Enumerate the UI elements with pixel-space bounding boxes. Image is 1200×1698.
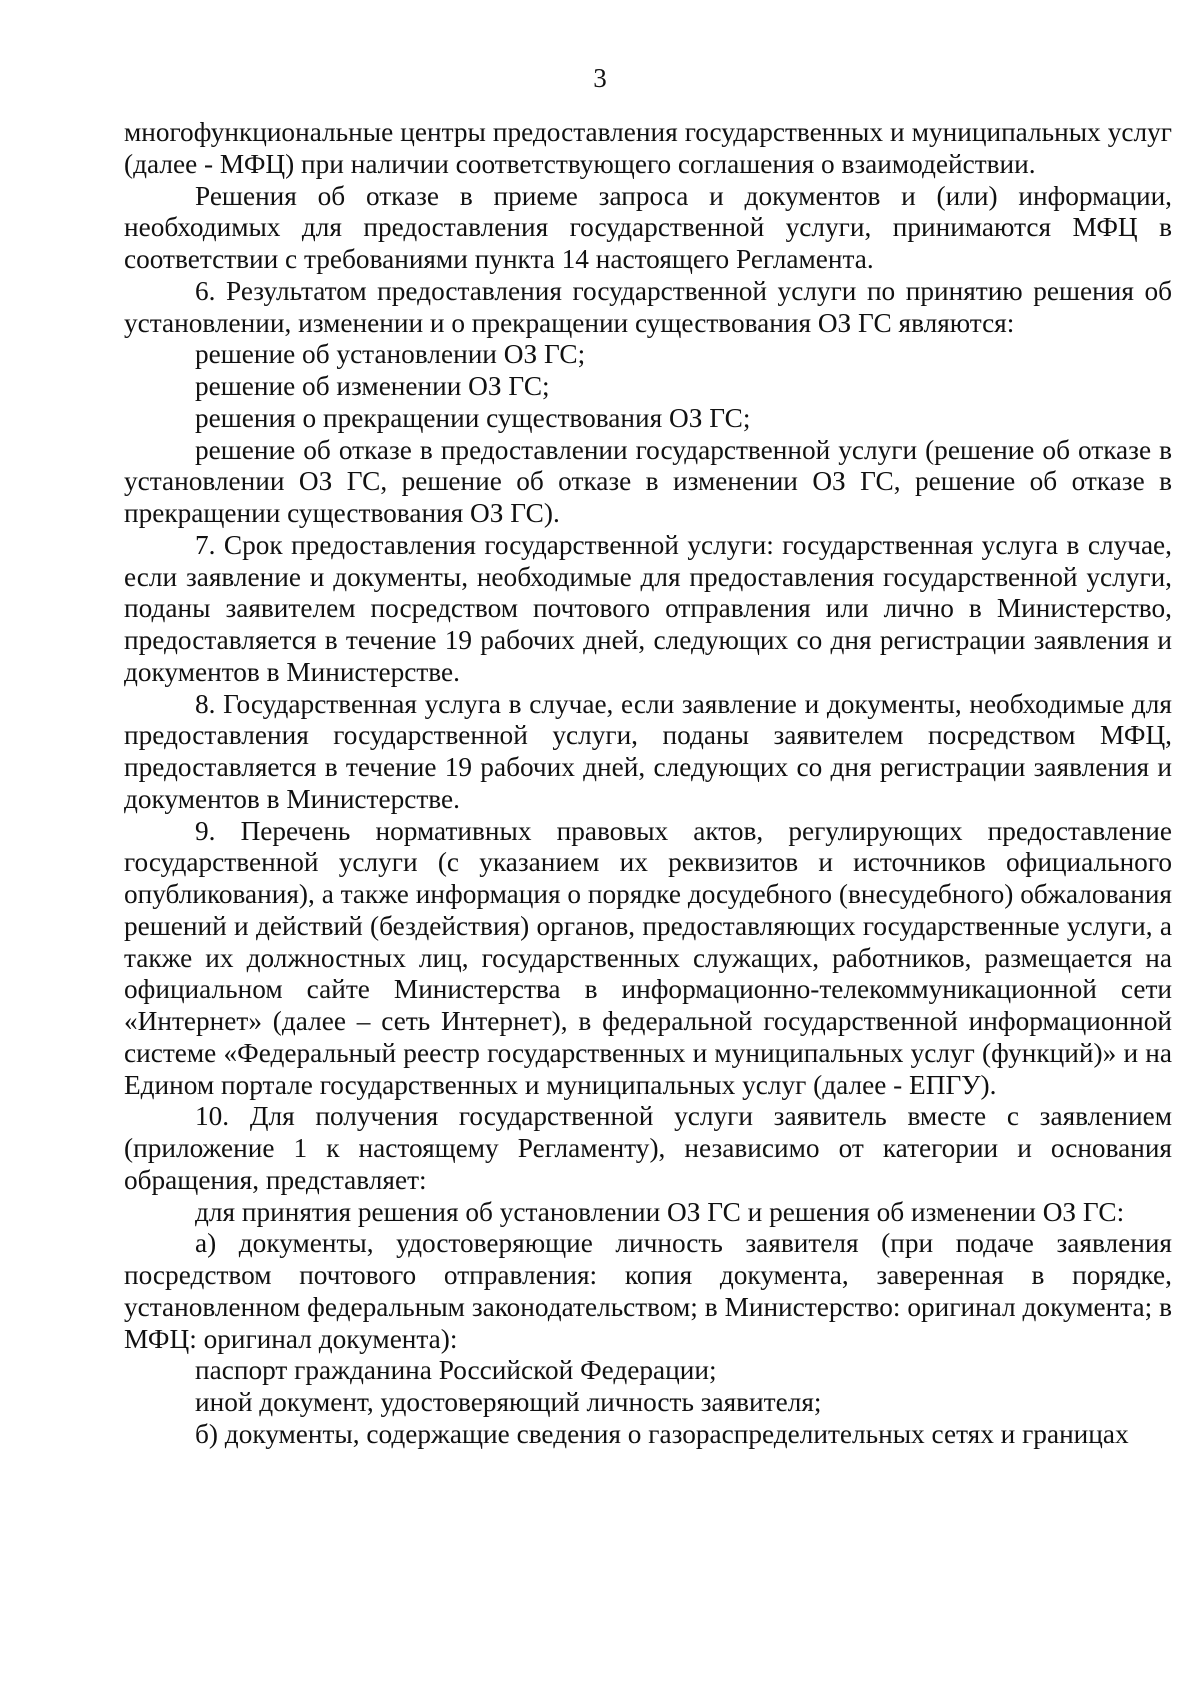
- paragraph-item-10: 10. Для получения государственной услуги заявитель вместе с заявлением (приложение 1 к настоящему Регламенту), независимо от категории и основания обращения, представляет:: [124, 1101, 1172, 1195]
- list-item-passport: паспорт гражданина Российской Федерации;: [195, 1355, 717, 1386]
- paragraph-subitem-b: б) документы, содержащие сведения о газораспределительных сетях и границах: [195, 1418, 1129, 1449]
- paragraph-item-8: 8. Государственная услуга в случае, если заявление и документы, необходимые для предоставления государственной услуги, поданы заявителем посредством МФЦ, предоставляется в течение 19 рабочих дней, следующих со дня регистрации заявления и документов в Министерстве.: [124, 688, 1172, 814]
- paragraph-item-7: 7. Срок предоставления государственной услуги: государственная услуга в случае, если заявление и документы, необходимые для предоставления государственной услуги, поданы заявителем посредством почтового отправления или лично в Министерство, предоставляется в течение 19 рабочих дней, следующих со дня регистрации заявления и документов в Министерстве.: [124, 529, 1172, 687]
- list-item-establishment: решение об установлении ОЗ ГС;: [195, 339, 586, 370]
- list-item-other-id: иной документ, удостоверяющий личность заявителя;: [195, 1387, 822, 1417]
- paragraph-refusal-decisions: Решения об отказе в приеме запроса и документов и (или) информации, необходимых для предоставления государственной услуги, принимаются МФЦ в соответствии с требованиями пункта 14 настоящего Регламента.: [124, 180, 1172, 274]
- list-item-refusal: решение об отказе в предоставлении государственной услуги (решение об отказе в установлении ОЗ ГС, решение об отказе в изменении ОЗ ГС, решение об отказе в прекращении существования ОЗ ГС).: [124, 434, 1172, 528]
- paragraph-item-6: 6. Результатом предоставления государственной услуги по принятию решения об установлении, изменении и о прекращении существования ОЗ ГС являются:: [124, 275, 1172, 338]
- list-item-termination: решения о прекращении существования ОЗ ГС;: [195, 402, 751, 433]
- paragraph-for-decision: для принятия решения об установлении ОЗ ГС и решения об изменении ОЗ ГС:: [195, 1196, 1125, 1227]
- document-body: [124, 117, 1172, 1451]
- paragraph-mfc-continuation: многофункциональные центры предоставления государственных и муниципальных услуг (далее - МФЦ) при наличии соответствующего соглашения о взаимодействии.: [124, 117, 1172, 179]
- list-item-change: решение об изменении ОЗ ГС;: [195, 371, 550, 401]
- page-number: 3: [593, 63, 607, 93]
- paragraph-subitem-a: а) документы, удостоверяющие личность заявителя (при подаче заявления посредством почтового отправления: копия документа, заверенная в порядке, установленном федеральным законодательством; в Министерство: оригинал документа; в МФЦ: оригинал документа):: [124, 1228, 1172, 1354]
- paragraph-item-9: 9. Перечень нормативных правовых актов, регулирующих предоставление государственной услуги (с указанием их реквизитов и источников официального опубликования), а также информация о порядке досудебного (внесудебного) обжалования решений и действий (бездействия) органов, предоставляющих государственные услуги, а также их должностных лиц, государственных служащих, работников, размещается на официальном сайте Министерства в информационно-телекоммуникационной сети «Интернет» (далее – сеть Интернет), в федеральной государственной информационной системе «Федеральный реестр государственных и муниципальных услуг (функций)» и на Едином портале государственных и муниципальных услуг (далее - ЕПГУ).: [124, 815, 1172, 1100]
